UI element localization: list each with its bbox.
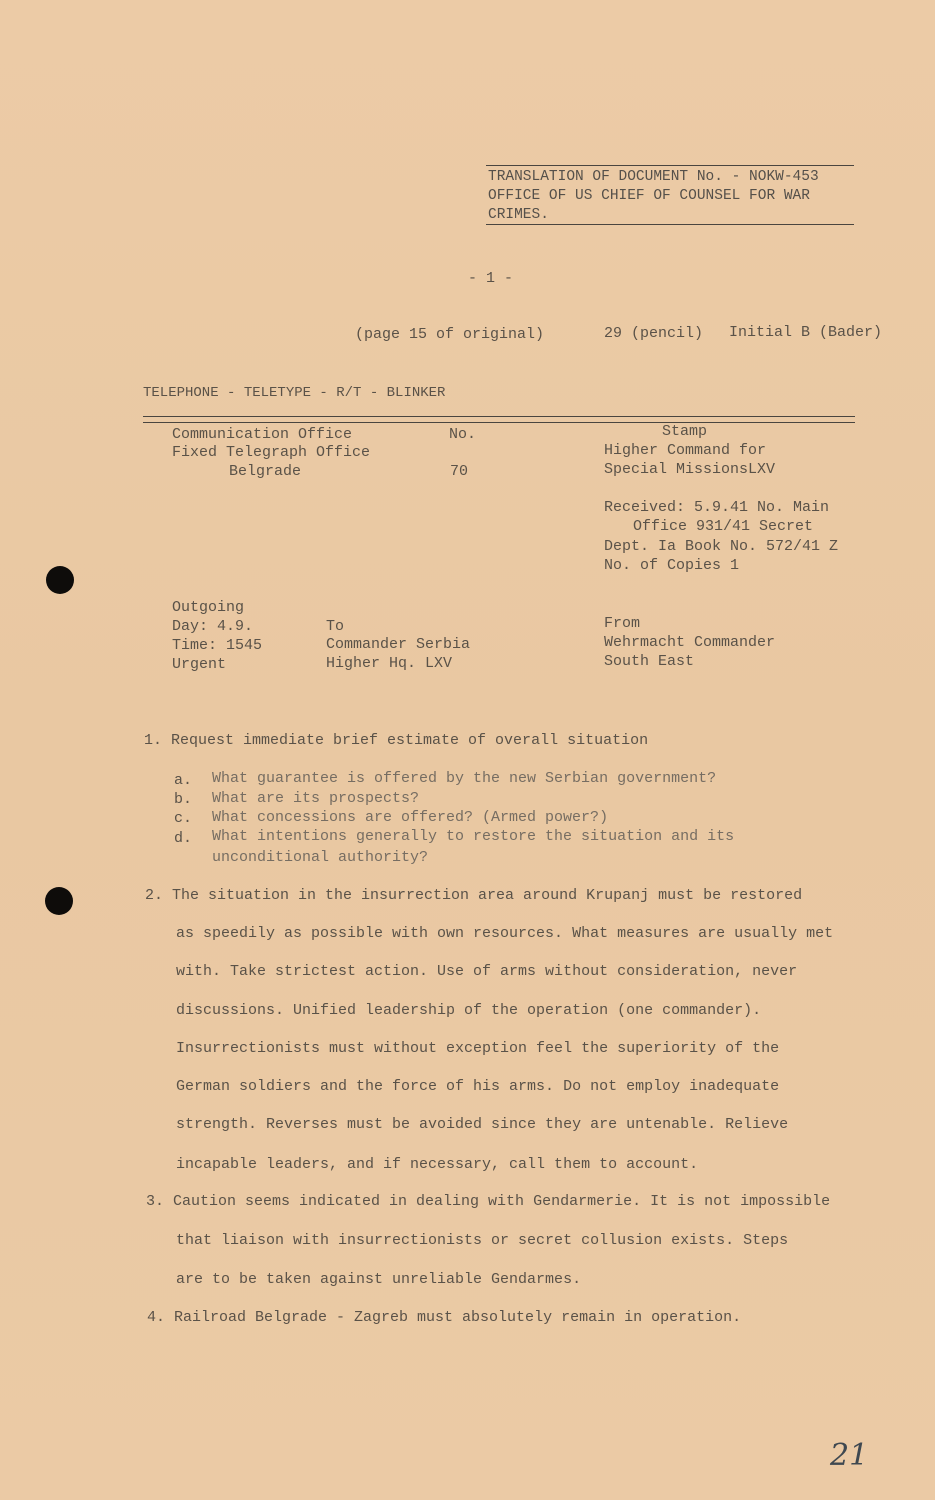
header-line-3: CRIMES. xyxy=(488,207,549,223)
header-line-2: OFFICE OF US CHIEF OF COUNSEL FOR WAR xyxy=(488,188,810,204)
item-1d-marker: d. xyxy=(174,830,193,847)
office-line-2: Fixed Telegraph Office xyxy=(172,444,371,461)
to-line-1: Commander Serbia xyxy=(326,636,471,653)
item-2-line-4: discussions. Unified leadership of the operation (one commander). xyxy=(176,1002,762,1019)
channel-heading: TELEPHONE - TELETYPE - R/T - BLINKER xyxy=(143,385,446,401)
outgoing-label: Outgoing xyxy=(172,599,245,616)
item-3-line-3: are to be taken against unreliable Gendarmes. xyxy=(176,1271,582,1288)
item-2-line-6: German soldiers and the force of his arms. Do not employ inadequate xyxy=(176,1078,780,1095)
from-line-2: South East xyxy=(604,653,695,670)
from-label: From xyxy=(604,615,641,632)
item-2-line-3: with. Take strictest action. Use of arms without consideration, never xyxy=(176,963,798,980)
item-2-line-2: as speedily as possible with own resources. What measures are usually met xyxy=(176,925,834,942)
stamp-line-1: Higher Command for xyxy=(604,442,767,459)
item-1d-cont: unconditional authority? xyxy=(212,849,429,866)
item-2-line-5: Insurrectionists must without exception feel the superiority of the xyxy=(176,1040,780,1057)
original-page-ref: (page 15 of original) xyxy=(355,326,545,343)
item-2-line-1: 2. The situation in the insurrection area around Krupanj must be restored xyxy=(145,887,803,904)
form-top-rule xyxy=(143,416,855,417)
item-3-line-1: 3. Caution seems indicated in dealing with Gendarmerie. It is not impossible xyxy=(146,1193,831,1210)
header-line-1: TRANSLATION OF DOCUMENT No. - NOKW-453 xyxy=(488,169,819,185)
number-label: No. xyxy=(449,426,477,443)
punch-hole-bottom xyxy=(45,887,73,915)
item-3-line-2: that liaison with insurrectionists or secret collusion exists. Steps xyxy=(176,1232,789,1249)
stamp-line-2: Special MissionsLXV xyxy=(604,461,776,478)
day-field: Day: 4.9. xyxy=(172,618,254,635)
item-1b-marker: b. xyxy=(174,791,193,808)
item-1c-marker: c. xyxy=(174,810,193,827)
header-bottom-rule xyxy=(486,224,854,225)
handwritten-page-number: 21 xyxy=(830,1438,869,1473)
urgent-field: Urgent xyxy=(172,656,227,673)
item-1b: What are its prospects? xyxy=(212,790,420,807)
from-line-1: Wehrmacht Commander xyxy=(604,634,776,651)
received-line-3: Dept. Ia Book No. 572/41 Z xyxy=(604,538,839,555)
to-label: To xyxy=(326,618,345,635)
to-line-2: Higher Hq. LXV xyxy=(326,655,453,672)
received-line-2: Office 931/41 Secret xyxy=(633,518,814,535)
item-4: 4. Railroad Belgrade - Zagreb must absolutely remain in operation. xyxy=(147,1309,742,1326)
received-line-1: Received: 5.9.41 No. Main xyxy=(604,499,830,516)
stamp-label: Stamp xyxy=(662,423,708,440)
received-line-4: No. of Copies 1 xyxy=(604,557,740,574)
initial-note: Initial B (Bader) xyxy=(729,324,883,341)
office-line-3: Belgrade xyxy=(229,463,302,480)
form-top-rule-2 xyxy=(143,422,855,423)
item-1a-marker: a. xyxy=(174,772,193,789)
item-2-line-7: strength. Reverses must be avoided since they are untenable. Relieve xyxy=(176,1116,789,1133)
item-1a: What guarantee is offered by the new Serbian government? xyxy=(212,770,717,787)
item-1d: What intentions generally to restore the situation and its xyxy=(212,828,735,845)
punch-hole-top xyxy=(46,566,74,594)
page-number: - 1 - xyxy=(468,270,514,287)
pencil-number: 29 (pencil) xyxy=(604,325,704,342)
time-field: Time: 1545 xyxy=(172,637,263,654)
header-top-rule xyxy=(486,165,854,166)
number-value: 70 xyxy=(450,463,469,480)
item-2-line-8: incapable leaders, and if necessary, call them to account. xyxy=(176,1156,699,1173)
office-label: Communication Office xyxy=(172,426,353,443)
item-1c: What concessions are offered? (Armed power?) xyxy=(212,809,609,826)
item-1: 1. Request immediate brief estimate of overall situation xyxy=(144,732,649,749)
